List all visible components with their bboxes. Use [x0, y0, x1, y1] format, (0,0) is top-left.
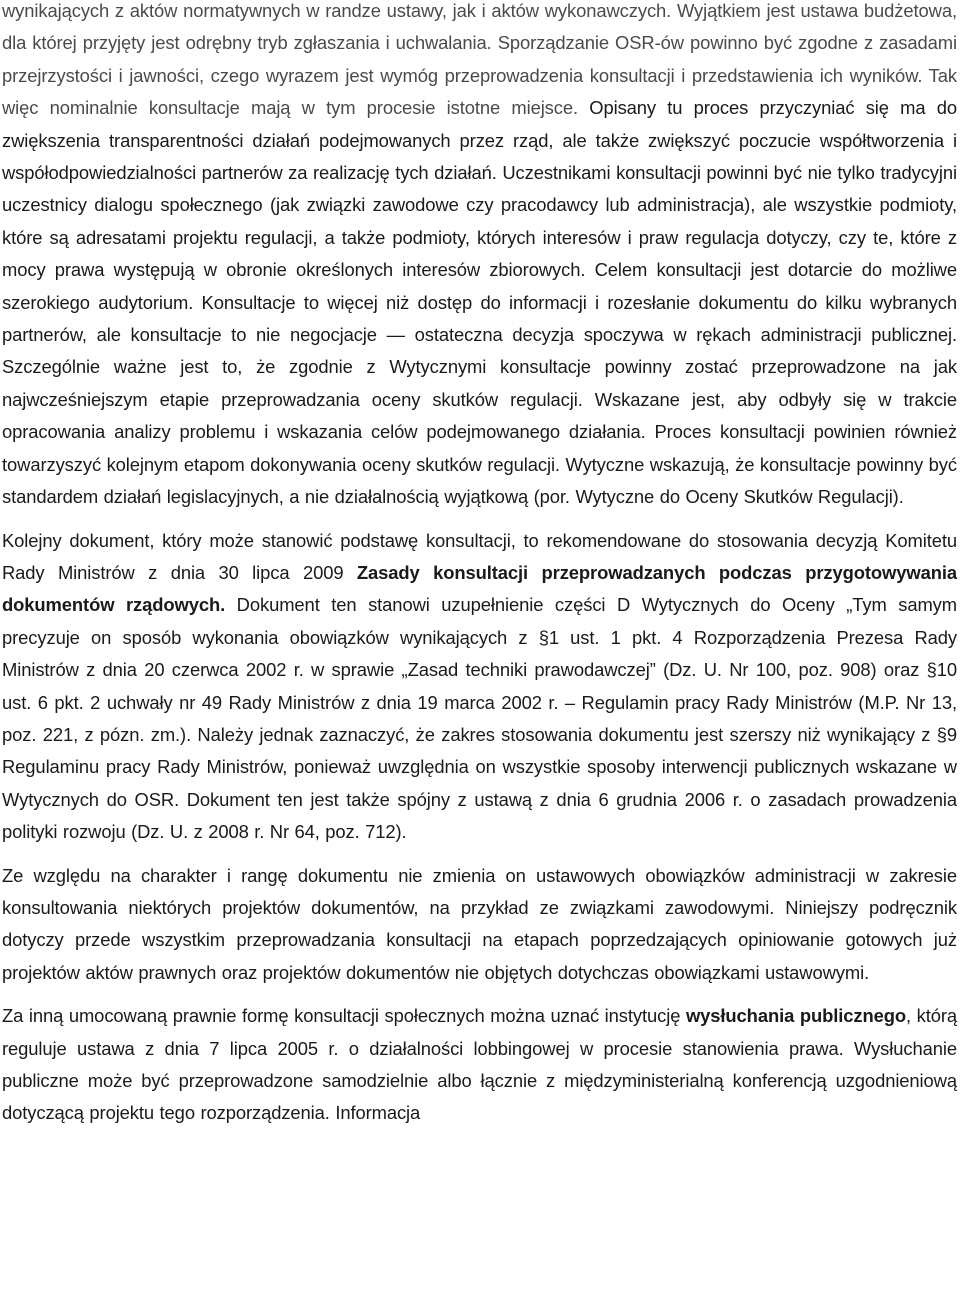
document-title-emphasis: Zasady konsultacji przeprowadzanych podczas przygotowywania dokumentów rządowych.: [2, 561, 957, 616]
document-page: [2, 0, 957, 1130]
paragraph-consultation-principles: [2, 525, 957, 849]
paragraph-text: wynikających z aktów normatywnych w randze ustawy, jak i aktów wykonawczych. Wyjątkiem jest ustawa budżetowa, dla której przyjęty jest odrębny tryb zgłaszania i uchwalania. Sporządzanie OSR-ów powinno być zgodne z zasadami przejrzystości i jawności, czego wyrazem jest wymóg przeprowadzenia konsultacji i przedstawienia ich wyników. Tak więc nominalnie konsultacje mają w tym procesie istotne miejsce.: [2, 0, 957, 119]
paragraph-text: Opisany tu proces przyczyniać się ma do zwiększenia transparentności działań podejmowanych przez rząd, ale także zwiększyć poczucie współtworzenia i współodpowiedzialności partnerów za realizację tych działań. Uczestnikami konsultacji powinni być nie tylko tradycyjni uczestnicy dialogu społecznego (jak związki zawodowe czy pracodawcy lub administracja), ale wszystkie podmioty, które są adresatami projektu regulacji, a także podmioty, których interesów i praw regulacja dotyczy, czy te, które z mocy prawa występują w obronie określonych interesów zbiorowych. Celem konsultacji jest dotarcie do możliwe szerokiego audytorium. Konsultacje to więcej niż dostęp do informacji i rozesłanie dokumentu do kilku wybranych partnerów, ale konsultacje to nie negocjacje — ostateczna decyzja spoczywa w rękach administracji publicznej. Szczególnie ważne jest to, że zgodnie z Wytycznymi konsultacje powinny zostać przeprowadzone na jak najwcześniejszym etapie przeprowadzania oceny skutków regulacji. Wskazane jest, aby odbyły się w trakcie opracowania analizy problemu i wskazania celów podejmowanego działania. Proces konsultacji powinien również towarzyszyć kolejnym etapom dokonywania oceny skutków regulacji. Wytyczne wskazują, że konsultacje powinny być standardem działań legislacyjnych, a nie działalnością wyjątkową (por. Wytyczne do Oceny Skutków Regulacji).: [2, 97, 957, 508]
paragraph-text: , którą reguluje ustawa z dnia 7 lipca 2005 r. o działalności lobbingowej w procesie stanowienia prawa. Wysłuchanie publiczne może być przeprowadzone samodzielnie albo łącznie z międzyministerialną konferencją uzgodnieniową dotyczącą projektu tego rozporządzenia. Informacja: [2, 1005, 957, 1124]
paragraph-text: Dokument ten stanowi uzupełnienie części D Wytycznych do Oceny „Tym samym precyzuje on sposób wykonania obowiązków wynikających z §1 ust. 1 pkt. 4 Rozporządzenia Prezesa Rady Ministrów z dnia 20 czerwca 2002 r. w sprawie „Zasad techniki prawodawczej” (Dz. U. Nr 100, poz. 908) oraz §10 ust. 6 pkt. 2 uchwały nr 49 Rady Ministrów z dnia 19 marca 2002 r. – Regulamin pracy Rady Ministrów (M.P. Nr 13, poz. 221, z pózn. zm.). Należy jednak zaznaczyć, że zakres stosowania dokumentu jest szerszy niż wynikający z §9 Regulaminu pracy Rady Ministrów, ponieważ uwzględnia on wszystkie sposoby interwencji publicznych wskazane w Wytycznych do OSR. Dokument ten jest także spójny z ustawą z dnia 6 grudnia 2006 r. o zasadach prowadzenia polityki rozwoju (Dz. U. z 2008 r. Nr 64, poz. 712).: [2, 594, 957, 843]
paragraph-public-hearing: [2, 1000, 957, 1130]
paragraph-osr-consultations: [2, 0, 957, 514]
paragraph-handbook-scope: [2, 860, 957, 990]
paragraph-text: Ze względu na charakter i rangę dokumentu nie zmienia on ustawowych obowiązków administracji w zakresie konsultowania niektórych projektów dokumentów, na przykład ze związkami zawodowymi. Niniejszy podręcznik dotyczy przede wszystkim przeprowadzania konsultacji na etapach poprzedzających opiniowanie gotowych już projektów aktów prawnych oraz projektów dokumentów nie objętych dotychczas obowiązkami ustawowymi.: [2, 864, 957, 983]
public-hearing-emphasis: wysłuchania publicznego: [685, 1005, 906, 1027]
paragraph-text: Za inną umocowaną prawnie formę konsultacji społecznych można uznać instytucję: [2, 1005, 686, 1027]
paragraph-text: Kolejny dokument, który może stanowić podstawę konsultacji, to rekomendowane do stosowania decyzją Komitetu Rady Ministrów z dnia 30 lipca 2009: [2, 529, 957, 583]
